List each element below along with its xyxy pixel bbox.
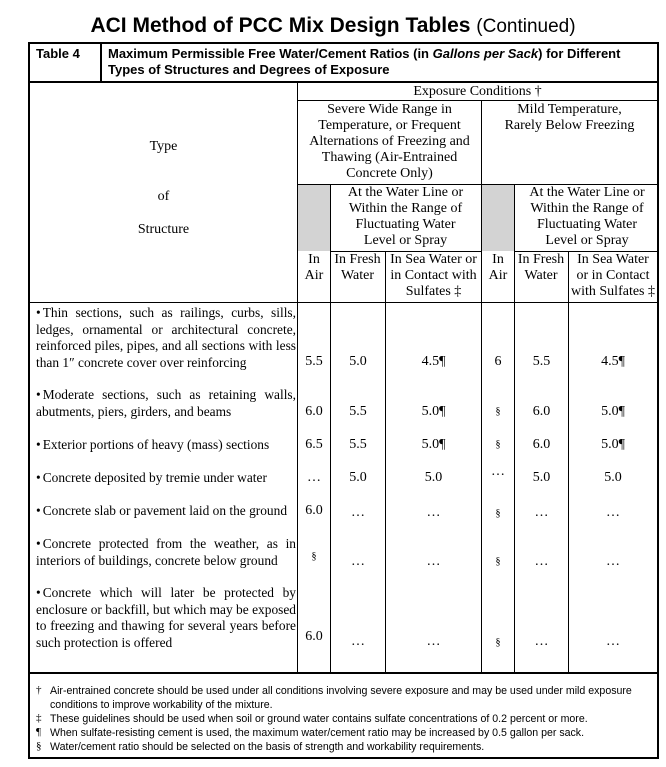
- cell-value: §: [495, 637, 501, 648]
- of-label: of: [157, 189, 170, 204]
- cell-value: …: [426, 554, 441, 569]
- cell-value: …: [606, 505, 620, 520]
- row-label: Thin sections, such as railings, curbs, sills, ledges, ornamental or architectural concrete, reinforced piles, pipes, and all sections with less than 1″ concrete cover over reinforcing: [36, 305, 296, 370]
- cell-value: §: [311, 551, 317, 562]
- cell-value: 6.5: [305, 437, 323, 452]
- col-line-type: [297, 81, 298, 672]
- footnote-symbol: §: [36, 740, 42, 752]
- cell-value: 6.0: [532, 404, 551, 419]
- row-line-header-bottom: [30, 302, 657, 303]
- title-continued: (Continued): [476, 16, 576, 37]
- cell-value: 6.0: [305, 404, 323, 419]
- row-label: Concrete deposited by tremie under water: [42, 470, 267, 485]
- col-line-s1: [330, 184, 331, 672]
- cell-value: 4.5¶: [601, 354, 625, 369]
- cell-value: …: [534, 634, 549, 649]
- footnote-text: These guidelines should be used when soil or ground water contains sulfate concentrations of 0.2 percent or more.: [50, 713, 588, 725]
- cell-value: …: [307, 470, 321, 485]
- cell-value: …: [426, 505, 441, 520]
- table-row: • Concrete which will later be protected by enclosure or backfill, but which may be exposed to freezing and thawing for several years before such protection is offered: [36, 585, 296, 650]
- cell-value: 5.0¶: [601, 437, 625, 452]
- cell-value: 5.5: [349, 404, 367, 419]
- mild-exposure-header: Mild Temperature, Rarely Below Freezing: [504, 102, 635, 133]
- shaded-cell-severe: [298, 185, 330, 251]
- footnote-text: Water/cement ratio should be selected on the basis of strength and workability requirements.: [50, 741, 485, 753]
- cell-value: 5.5: [349, 437, 367, 452]
- cell-value: …: [351, 554, 365, 569]
- cell-value: 5.0: [349, 470, 367, 485]
- water-line-mild-header: At the Water Line or Within the Range of Fluctuating Water Level or Spray: [529, 185, 645, 248]
- col-sea-mild: In Sea Water or in Contact with Sulfates ‡: [571, 252, 655, 299]
- row-label: Moderate sections, such as retaining walls, abutments, piers, girders, and beams: [36, 387, 296, 419]
- row-label: Concrete protected from the weather, as in interiors of buildings, concrete below ground: [36, 536, 296, 568]
- cell-value: …: [426, 634, 441, 649]
- cell-value: …: [491, 464, 505, 479]
- cell-value: 5.0: [424, 470, 443, 485]
- structure-label: Structure: [137, 222, 190, 237]
- shaded-cell-mild: [482, 185, 514, 251]
- footnote-text: Air-entrained concrete should be used under all conditions involving severe exposure and may be used under mild exposure conditions to improve workability of the mixture.: [50, 685, 632, 711]
- table-row: • Moderate sections, such as retaining walls, abutments, piers, girders, and beams: [36, 387, 296, 419]
- footnote-symbol: ¶: [36, 726, 41, 738]
- col-line-mild: [481, 100, 482, 672]
- cell-value: …: [351, 505, 365, 520]
- severe-exposure-header: Severe Wide Range in Temperature, or Frequent Alternations of Freezing and Thawing (Air-Entrained Concrete Only): [309, 102, 470, 181]
- table-caption: [30, 44, 657, 83]
- footnote-symbol: ‡: [36, 712, 42, 724]
- cell-value: 6.0: [305, 629, 323, 644]
- col-line-m2: [568, 251, 569, 672]
- cell-value: 5.0: [532, 470, 551, 485]
- table-caption-text: [108, 46, 656, 78]
- col-fresh-mild: In Fresh Water: [517, 252, 565, 283]
- cell-value: …: [606, 554, 620, 569]
- footnote-text: When sulfate-resisting cement is used, the maximum water/cement ratio may be increased by 0.5 gallon per sack.: [50, 727, 585, 739]
- cell-value: 5.5: [532, 354, 551, 369]
- row-line-exposure: [297, 100, 657, 101]
- table-row: • Exterior portions of heavy (mass) sections: [36, 437, 270, 452]
- exposure-conditions-header: Exposure Conditions †: [413, 84, 542, 99]
- cell-value: …: [534, 505, 549, 520]
- row-label: Concrete slab or pavement laid on the ground: [42, 503, 288, 518]
- cell-value: …: [534, 554, 549, 569]
- caption-part-a: Maximum Permissible Free Water/Cement Ratios (in: [108, 46, 433, 61]
- cell-value: 4.5¶: [421, 354, 446, 369]
- page-title: [0, 14, 666, 38]
- cell-value: 6.0: [305, 503, 323, 518]
- table-frame: [28, 42, 659, 759]
- table-row: • Concrete protected from the weather, as in interiors of buildings, concrete below ground: [36, 536, 296, 568]
- cell-value: 5.0¶: [421, 404, 446, 419]
- caption-divider: [100, 44, 102, 81]
- cell-value: §: [495, 556, 501, 567]
- row-label: Concrete which will later be protected by enclosure or backfill, but which may be exposed to freezing and thawing for several years before such protection is offered: [36, 585, 296, 650]
- cell-value: §: [495, 406, 501, 417]
- cell-value: §: [495, 439, 501, 450]
- title-main: ACI Method of PCC Mix Design Tables: [90, 14, 471, 37]
- col-sea-severe: In Sea Water or in Contact with Sulfates ‡: [390, 252, 477, 299]
- col-in-air-severe: In Air: [304, 252, 324, 283]
- caption-part-b: ) for Different Types of Structures and Degrees of Exposure: [108, 46, 621, 77]
- cell-value: 5.0: [604, 470, 622, 485]
- cell-value: …: [351, 634, 365, 649]
- col-fresh-severe: In Fresh Water: [334, 252, 381, 283]
- table-number: Table 4: [36, 46, 80, 61]
- table-row: • Concrete slab or pavement laid on the ground: [36, 503, 288, 518]
- cell-value: 5.0¶: [421, 437, 446, 452]
- cell-value: …: [606, 634, 620, 649]
- footnotes: [30, 672, 657, 759]
- footnote-symbol: †: [36, 684, 42, 696]
- cell-value: §: [495, 508, 501, 519]
- caption-unit: Gallons per Sack: [432, 46, 539, 61]
- type-label: Type: [149, 139, 178, 154]
- cell-value: 6: [494, 354, 502, 369]
- col-line-m1: [514, 184, 515, 672]
- cell-value: 5.0¶: [601, 404, 625, 419]
- row-label: Exterior portions of heavy (mass) sections: [42, 437, 270, 452]
- col-in-air-mild: In Air: [488, 252, 508, 283]
- table-row: • Thin sections, such as railings, curbs, sills, ledges, ornamental or architectural concrete, reinforced piles, pipes, and all sections with less than 1″ concrete cover over reinforcing: [36, 305, 296, 370]
- cell-value: 6.0: [532, 437, 551, 452]
- water-line-severe-header: At the Water Line or Within the Range of Fluctuating Water Level or Spray: [347, 185, 464, 248]
- cell-value: 5.5: [305, 354, 323, 369]
- table-row: • Concrete deposited by tremie under water: [36, 470, 267, 485]
- col-line-s2: [385, 251, 386, 672]
- cell-value: 5.0: [349, 354, 367, 369]
